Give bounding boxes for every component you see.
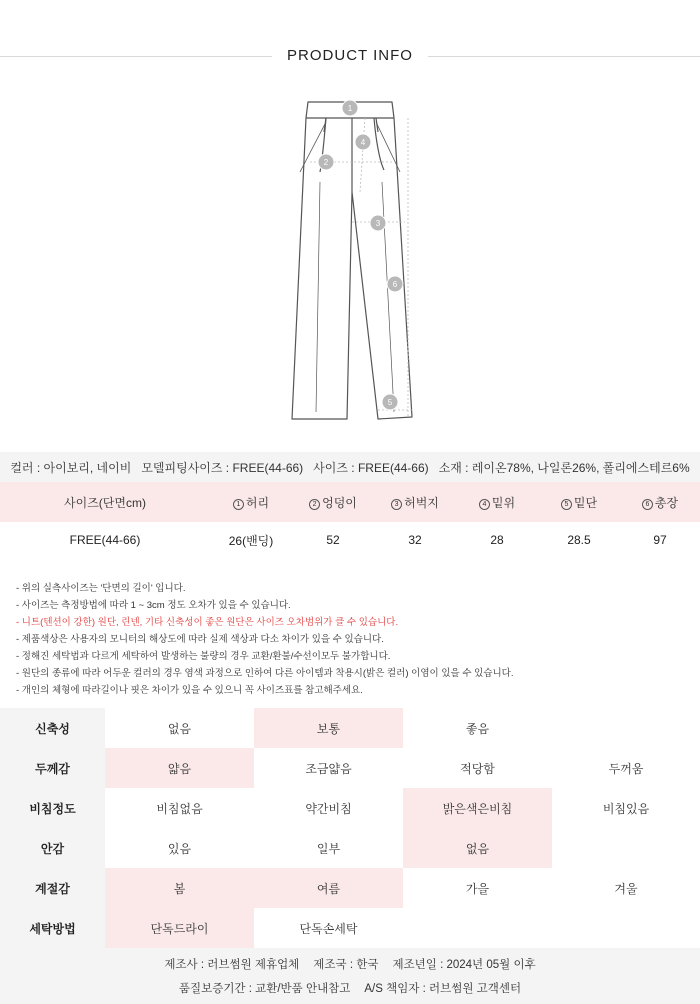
size-value-size: FREE(44-66) (69, 533, 141, 547)
property-row-season (0, 868, 700, 908)
property-option: 약간비침 (305, 801, 352, 816)
property-option: 보통 (254, 708, 403, 748)
property-table (0, 708, 700, 948)
property-option: 비침없음 (156, 801, 203, 816)
size-col-hip: 2 엉덩이 (292, 494, 374, 511)
property-option: 비침있음 (602, 801, 650, 816)
marker-1: 1 (347, 104, 353, 113)
property-option: 단독드라이 (105, 908, 254, 948)
property-option (552, 708, 700, 748)
marker-4: 4 (360, 138, 366, 147)
property-row-lining (0, 828, 700, 868)
property-row-washing (0, 908, 700, 948)
num-circle-icon: 3 (391, 499, 402, 510)
property-label: 두께감 (0, 748, 105, 788)
property-label: 계절감 (0, 868, 105, 908)
size-col-thigh: 3 허벅지 (374, 494, 456, 511)
size-table-header (0, 482, 700, 522)
num-circle-icon: 4 (479, 499, 490, 510)
size-value-hip: 52 (326, 533, 340, 547)
size-col-length: 6 총장 (620, 494, 700, 511)
size-value-hem: 28.5 (567, 533, 591, 547)
size-value-rise: 28 (490, 533, 504, 547)
num-circle-icon: 1 (233, 499, 244, 510)
property-option: 조금얇음 (305, 761, 352, 776)
num-circle-icon: 5 (561, 499, 572, 510)
footer-warranty: 품질보증기간 : 교환/반품 안내참고 (178, 983, 351, 995)
size-col-rise: 4 밑위 (456, 494, 538, 511)
property-option (552, 908, 700, 948)
note-item: - 정해진 세탁법과 다르게 세탁하여 발생하는 불량의 경우 교환/환불/수선이모두 불가합니다. (16, 651, 391, 662)
product-info-row (0, 452, 700, 482)
num-circle-icon: 2 (309, 499, 320, 510)
property-option: 겨울 (614, 881, 638, 896)
size-col-hem: 5 밑단 (538, 494, 620, 511)
manufacturer-footer (0, 948, 700, 1004)
property-option: 있음 (167, 841, 192, 856)
pants-drawing (270, 92, 430, 432)
info-color: 컬러 : 아이보리, 네이비 (10, 460, 132, 475)
size-col-waist: 1 허리 (210, 494, 292, 511)
property-option: 가을 (465, 881, 490, 896)
size-table-row (0, 522, 700, 558)
marker-2: 2 (323, 158, 329, 167)
size-value-waist: 26(밴딩) (228, 533, 274, 548)
property-option: 단독손세탁 (299, 921, 358, 936)
property-label: 세탁방법 (0, 908, 105, 948)
info-model-size: 모델피팅사이즈 : FREE(44-66) (141, 460, 304, 475)
footer-as: A/S 책임자 : 러브썸원 고객센터 (364, 983, 522, 995)
note-item: - 원단의 종류에 따라 어두운 컬러의 경우 염색 과정으로 인하여 다른 아이템과 착용시(밝은 컬러) 이염이 있을 수 있습니다. (16, 668, 514, 679)
property-option: 여름 (254, 868, 403, 908)
note-item: - 사이즈는 측정방법에 따라 1 ~ 3cm 정도 오차가 있을 수 있습니다. (16, 600, 291, 611)
footer-date: 제조년일 : 2024년 05월 이후 (392, 959, 536, 971)
note-item-warning: - 니트(텐션이 강한) 원단, 린넨, 기타 신축성이 좋은 원단은 사이즈 오차범위가 클 수 있습니다. (16, 617, 399, 628)
footer-country: 제조국 : 한국 (313, 959, 379, 971)
size-value-thigh: 32 (408, 533, 422, 547)
property-option: 일부 (316, 841, 341, 856)
property-option: 밝은색은비침 (403, 788, 552, 828)
footer-manufacturer: 제조사 : 러브썸원 제휴업체 (164, 959, 300, 971)
property-row-stretch (0, 708, 700, 748)
property-label: 신축성 (0, 708, 105, 748)
property-option: 얇음 (105, 748, 254, 788)
property-option: 없음 (403, 828, 552, 868)
num-circle-icon: 6 (642, 499, 653, 510)
note-item: - 개인의 체형에 따라길이나 핏은 차이가 있을 수 있으니 꼭 사이즈표를 참고해주세요. (16, 685, 363, 696)
size-header-label: 사이즈(단면cm) (64, 495, 146, 510)
property-row-sheerness (0, 788, 700, 828)
marker-6: 6 (392, 280, 398, 289)
header-divider-right (428, 56, 700, 57)
note-item: - 제품색상은 사용자의 모니터의 해상도에 따라 실제 색상과 다소 차이가 있을 수 있습니다. (16, 634, 384, 645)
property-option: 없음 (167, 721, 192, 736)
info-material: 소재 : 레이온78%, 나일론26%, 폴리에스테르6% (438, 460, 690, 475)
property-option: 봄 (105, 868, 254, 908)
property-option: 두꺼움 (608, 761, 644, 776)
header-divider-left (0, 56, 272, 57)
note-item: - 위의 실측사이즈는 '단면의 길이' 입니다. (16, 583, 186, 594)
property-option: 적당함 (460, 761, 495, 776)
marker-5: 5 (387, 398, 393, 407)
marker-3: 3 (375, 219, 381, 228)
info-size: 사이즈 : FREE(44-66) (313, 460, 429, 475)
property-option (552, 828, 700, 868)
property-option (403, 908, 552, 948)
size-notes (16, 580, 696, 699)
property-label: 안감 (0, 828, 105, 868)
property-option: 좋음 (465, 721, 490, 736)
property-label: 비침정도 (0, 788, 105, 828)
page-title: PRODUCT INFO (287, 47, 413, 64)
size-value-length: 97 (653, 533, 667, 547)
property-row-thickness (0, 748, 700, 788)
